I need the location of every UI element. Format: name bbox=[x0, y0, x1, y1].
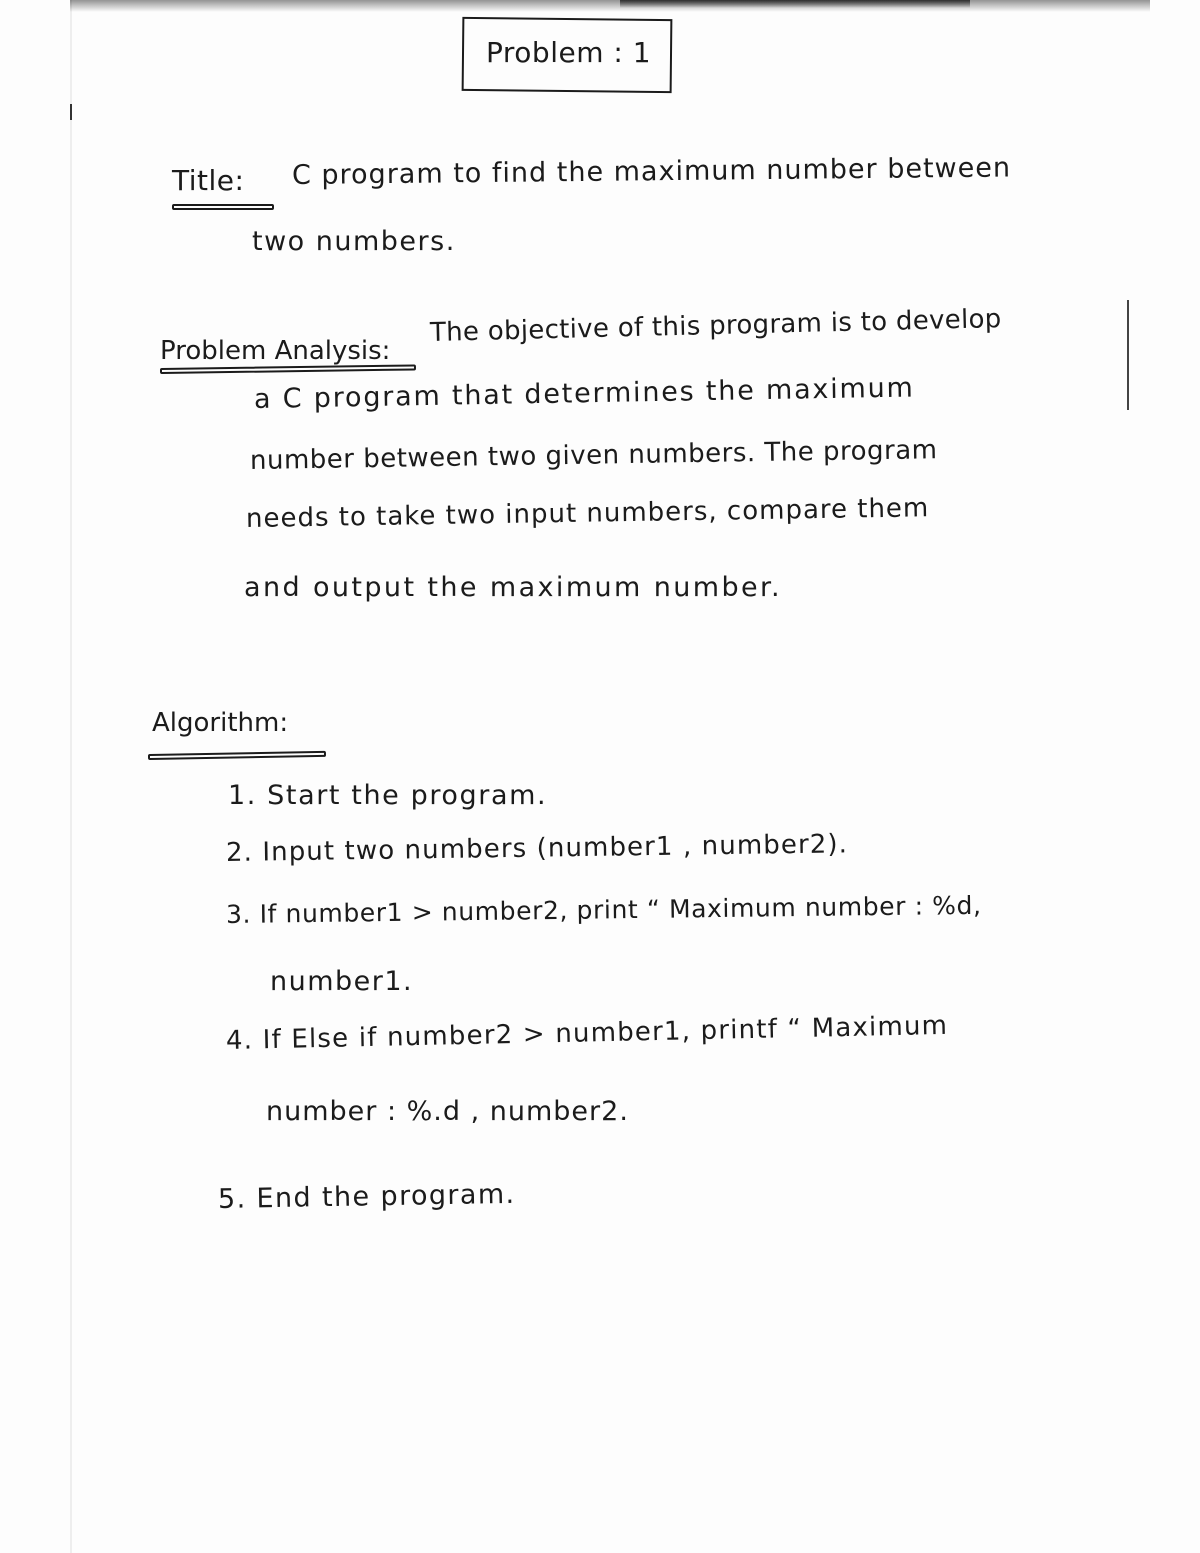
right-edge-mark bbox=[1127, 300, 1129, 410]
analysis-line-3: number between two given numbers. The program bbox=[249, 435, 938, 476]
analysis-line-1: The objective of this program is to develop bbox=[429, 304, 1002, 348]
algorithm-step-2: 2. Input two numbers (number1 , number2). bbox=[225, 829, 849, 868]
problem-label: Problem : 1 bbox=[486, 36, 652, 69]
analysis-heading: Problem Analysis: bbox=[160, 336, 391, 366]
algorithm-step-4: 4. If Else if number2 > number1, printf “ Maximum bbox=[225, 1010, 949, 1056]
page-top-shadow-dark bbox=[620, 0, 970, 8]
page-left-edge bbox=[70, 0, 72, 1553]
margin-mark bbox=[70, 104, 72, 120]
analysis-line-4: needs to take two input numbers, compare them bbox=[245, 493, 930, 534]
title-line-2: two numbers. bbox=[252, 226, 456, 257]
algorithm-step-4-cont: number : %.d , number2. bbox=[266, 1096, 629, 1127]
title-heading-underline bbox=[172, 204, 274, 210]
algorithm-step-5: 5. End the program. bbox=[217, 1178, 516, 1215]
title-line-1: C program to find the maximum number between bbox=[291, 152, 1012, 191]
title-heading: Title: bbox=[172, 164, 245, 197]
analysis-line-2: a C program that determines the maximum bbox=[253, 372, 915, 415]
analysis-line-5: and output the maximum number. bbox=[244, 572, 783, 603]
page-top-shadow bbox=[70, 0, 1150, 12]
algorithm-step-3-cont: number1. bbox=[270, 966, 414, 997]
algorithm-step-3: 3. If number1 > number2, print “ Maximum number : %d, bbox=[225, 890, 982, 929]
algorithm-heading-underline bbox=[148, 751, 326, 760]
algorithm-step-1: 1. Start the program. bbox=[228, 780, 548, 811]
algorithm-heading: Algorithm: bbox=[152, 708, 289, 738]
